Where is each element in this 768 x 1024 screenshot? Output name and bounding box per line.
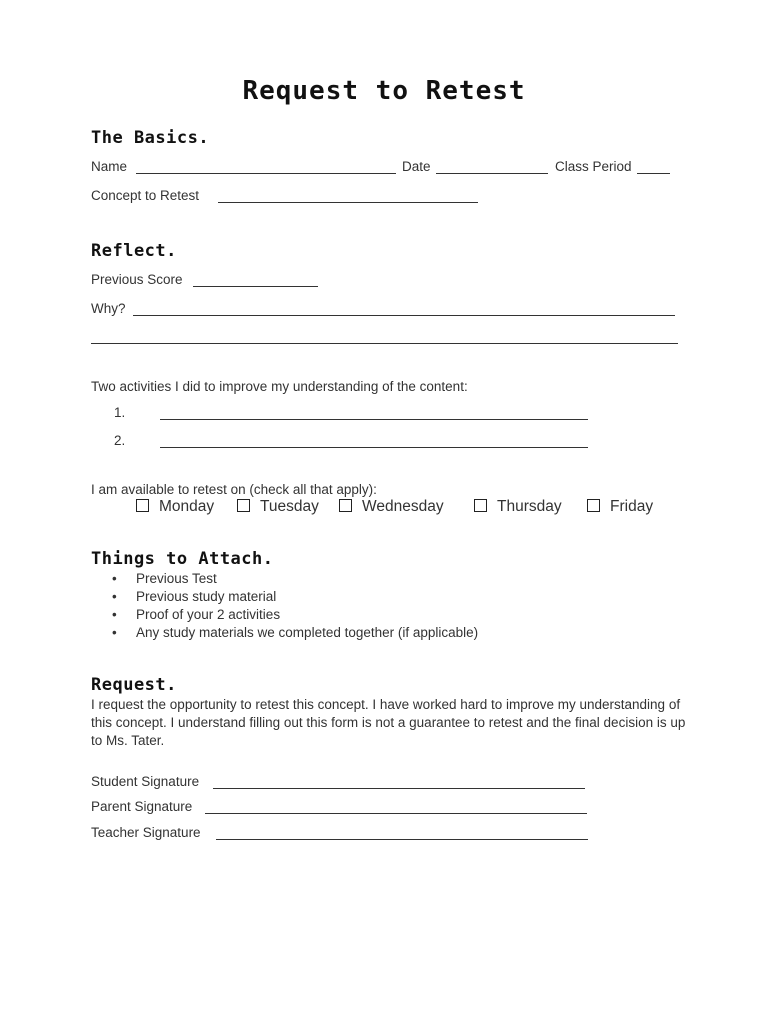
attach-list (112, 570, 478, 642)
why-field-line-1[interactable] (133, 315, 675, 316)
list-item (112, 624, 478, 642)
checkbox-icon[interactable] (237, 499, 250, 512)
checkbox-friday-label: Friday (610, 498, 654, 515)
activities-prompt: Two activities I did to improve my understanding of the content: (91, 379, 468, 394)
checkbox-icon[interactable] (136, 499, 149, 512)
previous-score-label: Previous Score (91, 272, 183, 287)
student-signature-field[interactable] (213, 788, 585, 789)
checkbox-wednesday-label: Wednesday (362, 498, 444, 515)
bullet-icon: • (112, 625, 117, 640)
checkbox-monday-label: Monday (159, 498, 215, 515)
previous-score-field[interactable] (193, 286, 318, 287)
checkbox-monday[interactable] (136, 498, 214, 516)
bullet-icon: • (112, 607, 117, 622)
concept-label: Concept to Retest (91, 188, 200, 203)
bullet-icon: • (112, 571, 117, 586)
why-field-line-2[interactable] (91, 343, 678, 344)
list-item (112, 606, 478, 624)
activity-field-2[interactable] (160, 447, 588, 448)
student-signature-label: Student Signature (91, 774, 200, 789)
section-heading-basics: The Basics. (91, 128, 210, 148)
date-field[interactable] (436, 173, 548, 174)
list-item (112, 588, 478, 606)
checkbox-thursday-label: Thursday (497, 498, 562, 515)
teacher-signature-label: Teacher Signature (91, 825, 201, 840)
checkbox-icon[interactable] (587, 499, 600, 512)
class-period-label: Class Period (555, 159, 632, 174)
parent-signature-field[interactable] (205, 813, 587, 814)
checkbox-wednesday[interactable] (339, 498, 444, 516)
checkbox-icon[interactable] (339, 499, 352, 512)
checkbox-friday[interactable] (587, 498, 653, 516)
list-item (112, 570, 478, 588)
parent-signature-label: Parent Signature (91, 799, 193, 814)
date-label: Date (402, 159, 431, 174)
checkbox-icon[interactable] (474, 499, 487, 512)
bullet-icon: • (112, 589, 117, 604)
activity-number-2: 2. (114, 433, 126, 448)
checkbox-tuesday[interactable] (237, 498, 319, 516)
section-heading-attach: Things to Attach. (91, 549, 274, 569)
name-label: Name (91, 159, 128, 174)
name-field[interactable] (136, 173, 396, 174)
request-paragraph: I request the opportunity to retest this concept. I have worked hard to improve my understanding of this concept. I understand filling out this form is not a guarantee to retest and the final decision is up to Ms. Tater. (91, 697, 686, 748)
concept-field[interactable] (218, 202, 478, 203)
checkbox-tuesday-label: Tuesday (260, 498, 319, 515)
teacher-signature-field[interactable] (216, 839, 588, 840)
list-item-text: Any study materials we completed together (if applicable) (136, 625, 479, 640)
list-item-text: Proof of your 2 activities (136, 607, 281, 622)
availability-prompt: I am available to retest on (check all that apply): (91, 482, 377, 497)
why-label: Why? (91, 301, 126, 316)
checkbox-thursday[interactable] (474, 498, 562, 516)
class-period-field[interactable] (637, 173, 670, 174)
activity-field-1[interactable] (160, 419, 588, 420)
list-item-text: Previous study material (136, 589, 277, 604)
page-title: Request to Retest (242, 76, 526, 106)
activity-number-1: 1. (114, 405, 126, 420)
section-heading-request: Request. (91, 675, 177, 695)
list-item-text: Previous Test (136, 571, 217, 586)
section-heading-reflect: Reflect. (91, 241, 177, 261)
